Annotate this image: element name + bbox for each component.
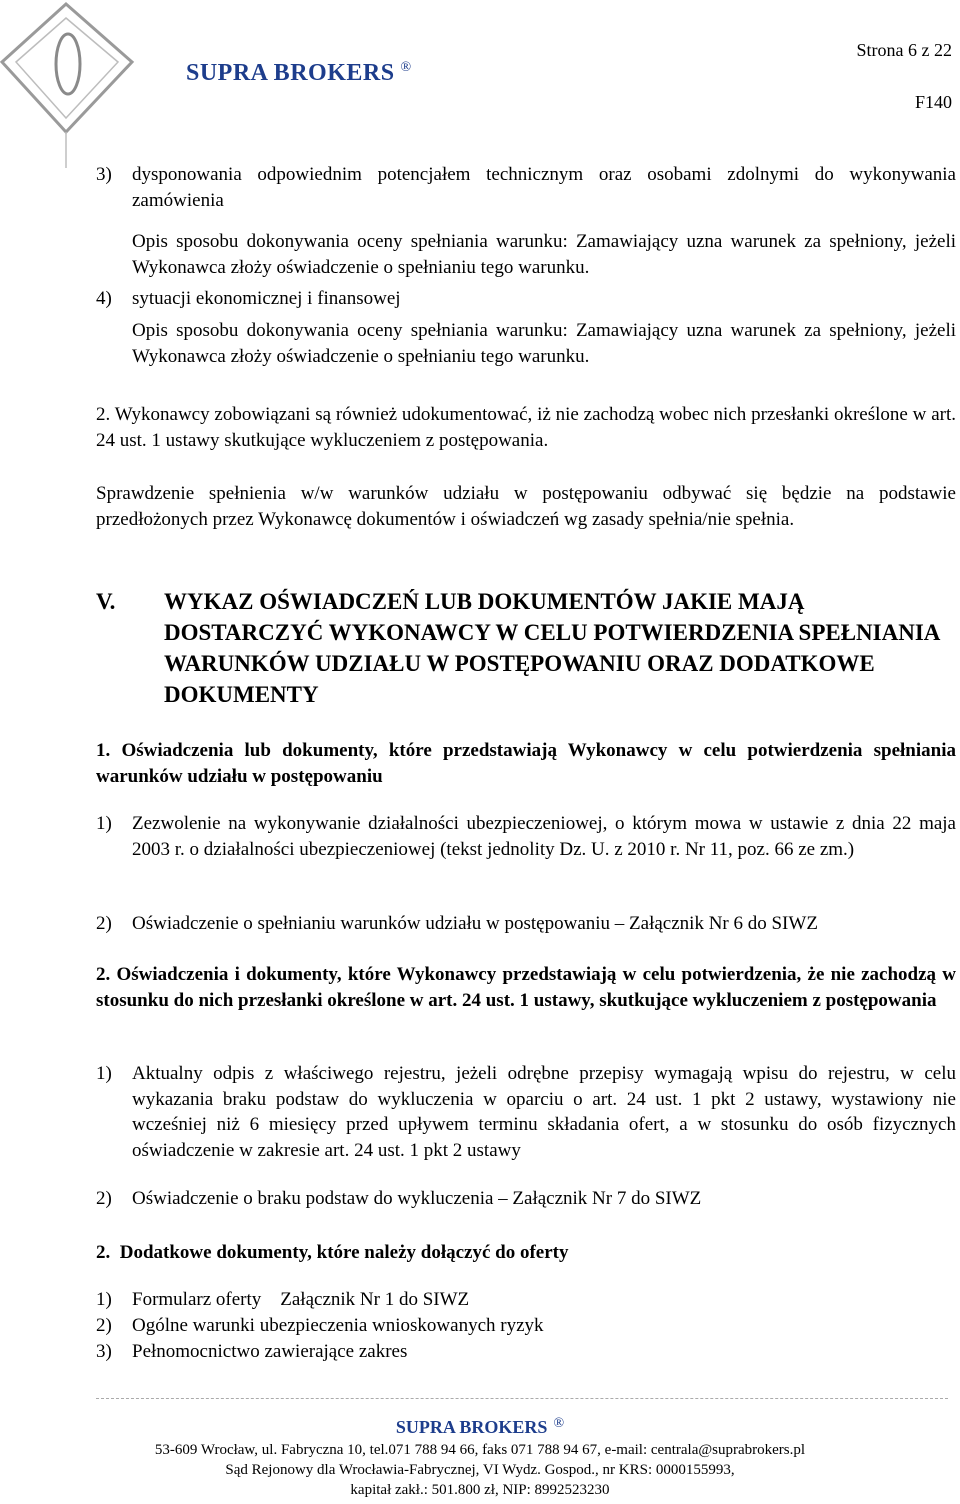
list-item: Oświadczenie o spełnianiu warunków udziału w postępowaniu – Załącznik Nr 6 do SIWZ	[132, 913, 818, 934]
section-title: WYKAZ OŚWIADCZEŃ LUB DOKUMENTÓW JAKIE MAJĄ DOSTARCZYĆ WYKONAWCY W CELU POTWIERDZENIA SPEŁNIANIA WARUNKÓW UDZIAŁU W POSTĘPOWANIU ORAZ DODATKOWE DOKUMENTY	[164, 589, 940, 707]
subsection-title: 2. Dodatkowe dokumenty, które należy dołączyć do oferty	[96, 1242, 569, 1263]
list-number: 1)	[96, 1063, 112, 1084]
item-text: dysponowania odpowiednim potencjałem technicznym oraz osobami zdolnymi do wykonywania zamówienia	[132, 164, 956, 211]
item-text: sytuacji ekonomicznej i finansowej	[132, 288, 401, 309]
list-number: 2)	[96, 913, 112, 934]
list-number: 3)	[96, 1341, 112, 1362]
item-description: Opis sposobu dokonywania oceny spełniania warunku: Zamawiający uzna warunek za spełniony, jeżeli Wykonawca złoży oświadczenie o spełnianiu tego warunku.	[132, 320, 956, 367]
subsection-title: 1. Oświadczenia lub dokumenty, które przedstawiają Wykonawcy w celu potwierdzenia spełniania warunków udziału w postępowaniu	[96, 740, 956, 787]
footer-brand: SUPRA BROKERS ®	[395, 1416, 565, 1437]
footer-registry: Sąd Rejonowy dla Wrocławia-Fabrycznej, VI Wydz. Gospod., nr KRS: 0000155993,	[225, 1462, 735, 1478]
list-number: 2)	[96, 1188, 112, 1209]
list-item: Zezwolenie na wykonywanie działalności ubezpieczeniowej, o którym mowa w ustawie z dnia 22 maja 2003 r. o działalności ubezpieczeniowej (tekst jednolity Dz. U. z 2010 r. Nr 11, poz. 66 ze zm.)	[132, 813, 956, 860]
item-number: 3)	[96, 164, 112, 185]
list-item: Ogólne warunki ubezpieczenia wnioskowanych ryzyk	[132, 1315, 544, 1336]
list-item: Aktualny odpis z właściwego rejestru, jeżeli odrębne przepisy wymagają wpisu do rejestru, w celu wykazania braku podstaw do wykluczenia w oparciu o art. 24 ust. 1 pkt 2 ustawy, wystawiony nie wcześniej niż 6 miesięcy przed upływem terminu składania ofert, a w stosunku do osób fizycznych oświadczenie w zakresie art. 24 ust. 1 pkt 2 ustawy	[132, 1063, 956, 1161]
list-item: Formularz oferty Załącznik Nr 1 do SIWZ	[132, 1289, 470, 1310]
footer-capital: kapitał zakł.: 501.800 zł, NIP: 8992523230	[350, 1482, 610, 1498]
header-brand: SUPRA BROKERS ®	[186, 60, 412, 86]
item-description: Opis sposobu dokonywania oceny spełniania warunku: Zamawiający uzna warunek za spełniony, jeżeli Wykonawca złoży oświadczenie o spełnianiu tego warunku.	[132, 231, 956, 278]
footer-divider	[96, 1398, 948, 1399]
list-number: 1)	[96, 813, 112, 834]
list-number: 1)	[96, 1289, 112, 1310]
list-item: Oświadczenie o braku podstaw do wykluczenia – Załącznik Nr 7 do SIWZ	[132, 1188, 702, 1209]
item-number: 4)	[96, 288, 112, 309]
paragraph-verification: Sprawdzenie spełnienia w/w warunków udziału w postępowaniu odbywać się będzie na podstawie przedłożonych przez Wykonawcę dokumentów i oświadczeń wg zasady spełnia/nie spełnia.	[96, 483, 956, 530]
company-logo	[0, 0, 140, 170]
section-number: V.	[96, 589, 116, 614]
subsection-title: 2. Oświadczenia i dokumenty, które Wykonawcy przedstawiają w celu potwierdzenia, że nie zachodzą w stosunku do nich przesłanki określone w art. 24 ust. 1 ustawy, skutkujące wykluczeniem z postępowania	[96, 964, 956, 1011]
list-item: Pełnomocnictwo zawierające zakres	[132, 1341, 408, 1362]
paragraph-exclusion: 2. Wykonawcy zobowiązani są również udokumentować, iż nie zachodzą wobec nich przesłanki określone w art. 24 ust. 1 ustawy skutkujące wykluczeniem z postępowania.	[96, 404, 956, 451]
document-code: F140	[914, 92, 952, 112]
page-number: Strona 6 z 22	[856, 40, 952, 60]
list-number: 2)	[96, 1315, 112, 1336]
footer-address: 53-609 Wrocław, ul. Fabryczna 10, tel.071 788 94 66, faks 071 788 94 67, e-mail: centrala@suprabrokers.pl	[154, 1442, 806, 1458]
